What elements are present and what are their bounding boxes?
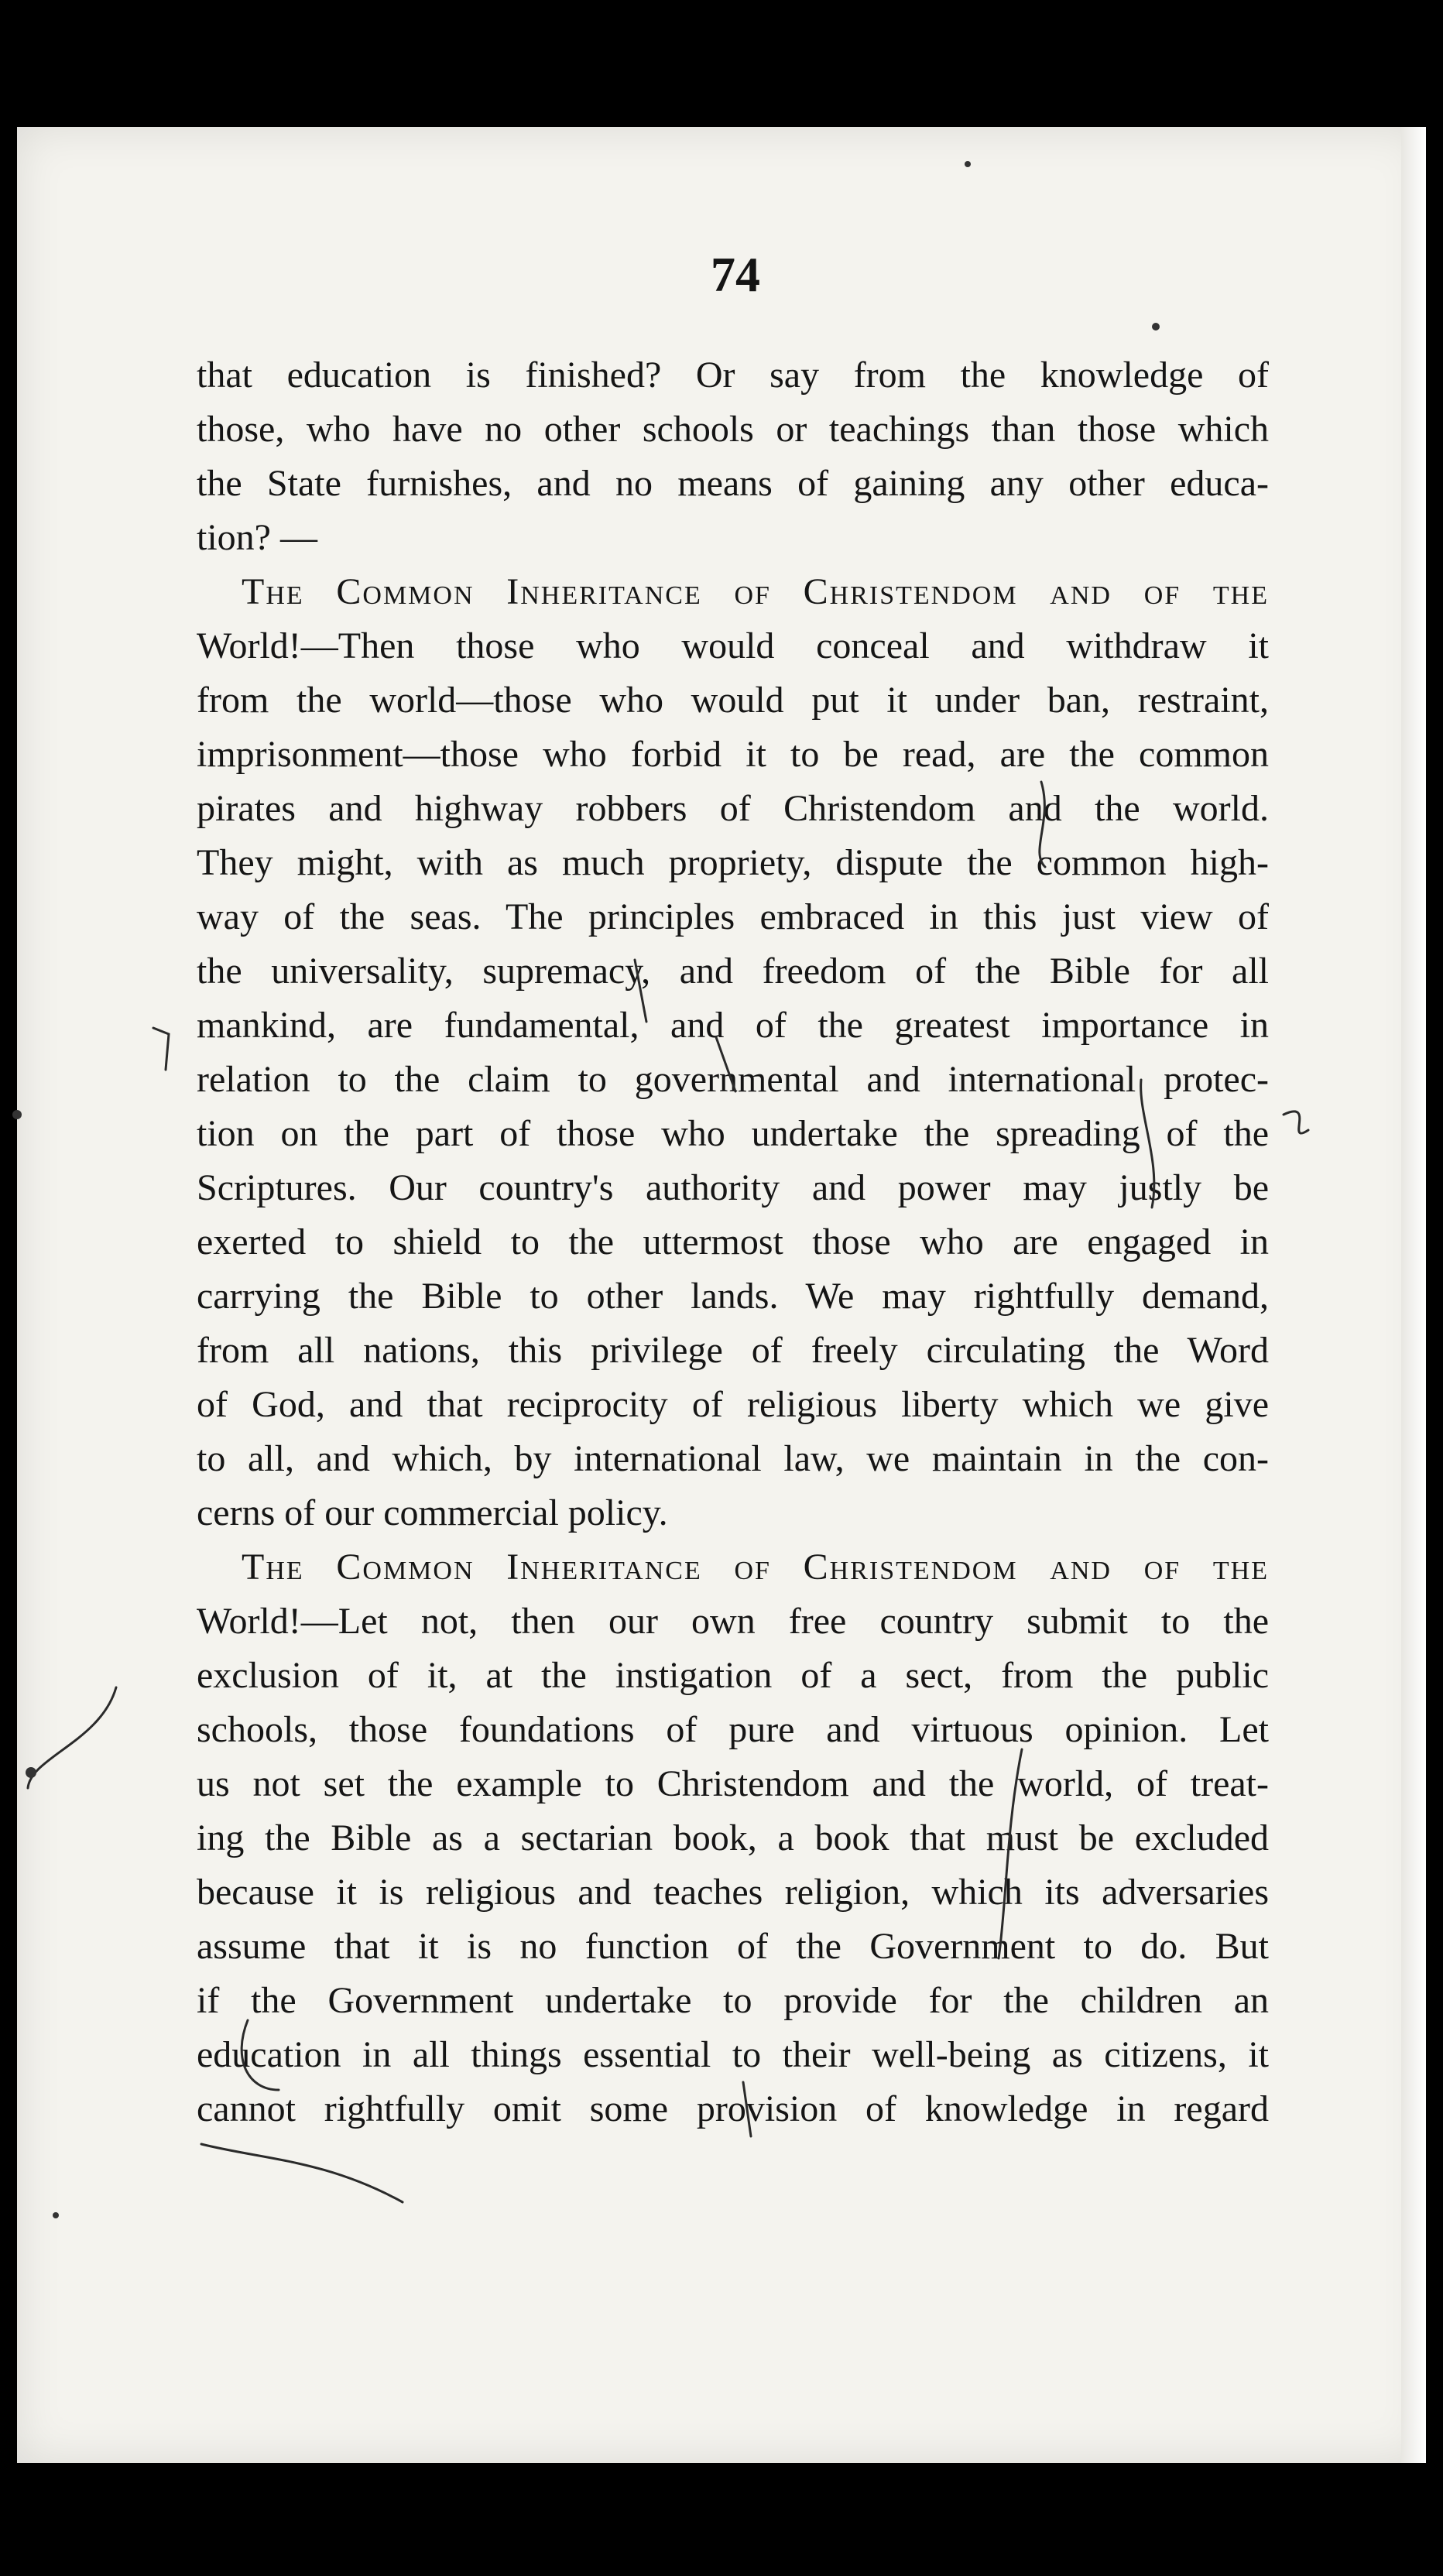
page-number: 74 [711,247,760,302]
text-line: carrying the Bible to other lands. We may rightfully demand, [197,1276,1269,1317]
text-line: pirates and highway robbers of Christendom and the world. [197,788,1269,829]
text-line: exclusion of it, at the instigation of a sect, from the public [197,1655,1269,1696]
text-line: tion on the part of those who undertake the spreading of the [197,1113,1269,1154]
text-line: from all nations, this privilege of freely circulating the Word [197,1330,1269,1371]
text-line: World!—Let not, then our own free country submit to the [197,1601,1269,1642]
pencil-mark [1284,1112,1308,1133]
text-line: assume that it is no function of the Government to do. But [197,1926,1269,1967]
text-line: the State furnishes, and no means of gaining any other educa- [197,463,1269,504]
text-line: World!—Then those who would conceal and withdraw it [197,625,1269,666]
text-line: because it is religious and teaches religion, which its adversaries [197,1872,1269,1913]
text-line: us not set the example to Christendom and the world, of treat- [197,1763,1269,1804]
text-line: relation to the claim to governmental and international protec- [197,1059,1269,1100]
pencil-mark [28,1687,116,1788]
pencil-mark [716,1037,735,1091]
ink-spot [12,1110,22,1119]
text-line: education in all things essential to their well-being as citizens, it [197,2034,1269,2075]
text-line: schools, those foundations of pure and virtuous opinion. Let [197,1709,1269,1750]
text-line: to all, and which, by international law, we maintain in the con- [197,1438,1269,1479]
ink-spot [26,1767,36,1778]
text-line: mankind, are fundamental, and of the greatest importance in [197,1005,1269,1046]
pencil-mark [153,1028,169,1070]
text-line: those, who have no other schools or teachings than those which [197,409,1269,450]
text-line: imprisonment—those who forbid it to be read, are the common [197,734,1269,775]
pencil-mark [743,2082,751,2136]
pencil-mark [242,2020,279,2090]
pencil-mark [1040,782,1045,867]
text-line: ing the Bible as a sectarian book, a book that must be excluded [197,1817,1269,1858]
text-line: cannot rightfully omit some provision of knowledge in regard [197,2088,1269,2129]
text-line: They might, with as much propriety, dispute the common high- [197,842,1269,883]
text-line: that education is finished? Or say from the knowledge of [197,355,1269,396]
ink-spot [53,2212,59,2218]
text-line: from the world—those who would put it under ban, restraint, [197,680,1269,721]
pencil-mark [1141,1080,1154,1208]
ink-spot [965,161,971,167]
text-line: the universality, supremacy, and freedom of the Bible for all [197,951,1269,992]
pencil-mark [635,960,646,1022]
ink-spot [1152,323,1160,331]
pencil-mark [999,1749,1022,1958]
text-line: cerns of our commercial policy. [197,1492,668,1533]
text-line: of God, and that reciprocity of religious liberty which we give [197,1384,1269,1425]
text-line: tion? — [197,517,317,558]
text-line: way of the seas. The principles embraced in this just view of [197,896,1269,937]
text-line: Scriptures. Our country's authority and power may justly be [197,1167,1269,1208]
text-line: The Common Inheritance of Christendom and of the [242,1547,1269,1588]
text-line: if the Government undertake to provide for the children an [197,1980,1269,2021]
pencil-mark [201,2144,403,2202]
text-line: exerted to shield to the uttermost those who are engaged in [197,1221,1269,1262]
text-line: The Common Inheritance of Christendom and of the [242,571,1269,612]
